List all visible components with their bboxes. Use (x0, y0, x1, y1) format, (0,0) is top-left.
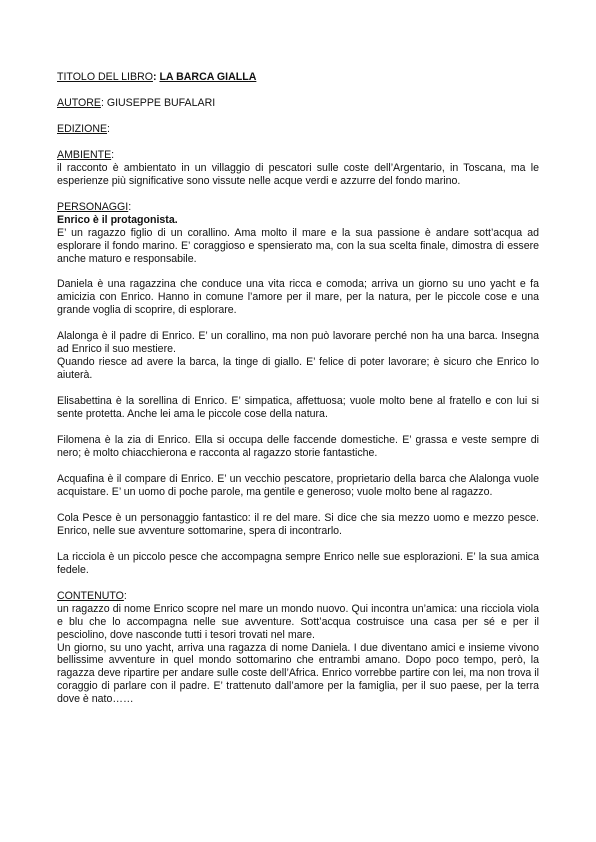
character-elisabettina: Elisabettina è la sorellina di Enrico. E’ simpatica, affettuosa; vuole molto bene al fratello e con lui si sente protetta. Anche lei ama le piccole cose della natura. (57, 395, 539, 421)
character-alalonga-cont: Quando riesce ad avere la barca, la tinge di giallo. E’ felice di poter lavorare; è sicuro che Enrico lo aiuterà. (57, 356, 539, 382)
character-daniela: Daniela è una ragazzina che conduce una vita ricca e comoda; arriva un giorno su uno yacht e fa amicizia con Enrico. Hanno in comune l’amore per il mare, per la natura, per le piccole cose e una grande voglia di scoprire, di esplorare. (57, 278, 539, 317)
ambiente-heading: AMBIENTE (57, 148, 112, 161)
book-title: LA BARCA GIALLA (159, 71, 257, 83)
protagonist-line: Enrico è il protagonista. (57, 213, 178, 226)
character-colapesce: Cola Pesce è un personaggio fantastico: il re del mare. Si dice che sia mezzo uomo e mezzo pesce. Enrico, nelle sue avventure sottomarine, spera di incontrarlo. (57, 511, 539, 537)
title-line (57, 71, 539, 84)
personaggi-colon: : (128, 200, 132, 213)
personaggi-heading-line (57, 201, 539, 214)
title-label: TITOLO DEL LIBRO (57, 71, 153, 83)
contenuto-colon: : (123, 589, 127, 602)
personaggi-heading: PERSONAGGI (57, 200, 129, 213)
character-acquafina: Acquafina è il compare di Enrico. E’ un vecchio pescatore, proprietario della barca che Alalonga vuole acquistare. E’ un uomo di poche parole, ma gentile e generoso; vuole molto bene al ragazzo. (57, 472, 539, 498)
contenuto-heading-line (57, 590, 539, 603)
author-line (57, 97, 539, 110)
character-alalonga: Alalonga è il padre di Enrico. E’ un corallino, ma non può lavorare perché non ha una barca. Insegna ad Enrico il suo mestiere. (57, 330, 539, 356)
ambiente-colon: : (111, 148, 115, 161)
character-filomena: Filomena è la zia di Enrico. Ella si occupa delle faccende domestiche. E’ grassa e veste sempre di nero; è molto chiacchierona e racconta al ragazzo storie fantastiche. (57, 434, 539, 460)
ambiente-heading-line (57, 149, 539, 162)
ambiente-text: il racconto è ambientato in un villaggio di pescatori sulle coste dell’Argentario, in Toscana, ma le esperienze più significative sono vissute nelle acque verdi e azzurre del fondo marino. (57, 161, 539, 187)
edition-label: EDIZIONE (57, 122, 108, 135)
contenuto-heading: CONTENUTO (57, 589, 124, 602)
author-label: AUTORE (57, 96, 101, 109)
document-page (57, 71, 539, 706)
edition-value: : (107, 122, 110, 135)
contenuto-paragraph-1: un ragazzo di nome Enrico scopre nel mare un mondo nuovo. Qui incontra un’amica: una ricciola viola e blu che lo accompagna nelle sue avventure. Sott’acqua costruisce una casa per sé e per il pesciolino, dove nasconde tutti i tesori trovati nel mare. (57, 602, 539, 641)
title-separator: : (152, 71, 160, 83)
contenuto-paragraph-2: Un giorno, su uno yacht, arriva una ragazza di nome Daniela. I due diventano amici e insieme vivono bellissime avventure in quel mondo sottomarino che entrambi amano. Dopo poco tempo, però, la ragazza deve ripartire per andare sulle coste dell’Africa. Enrico vorrebbe partire con lei, ma non trova il coraggio di parlare con il padre. E’ trattenuto dall’amore per la famiglia, per il suo paese, per la terra dove è nato…… (57, 641, 539, 706)
author-value: : GIUSEPPE BUFALARI (100, 96, 216, 109)
edition-line (57, 123, 539, 136)
character-enrico: E’ un ragazzo figlio di un corallino. Ama molto il mare e la sua passione è andare sott’acqua ad esplorare il fondo marino. E’ coraggioso e spensierato ma, con la sua scelta finale, dimostra di essere anche maturo e responsabile. (57, 226, 539, 265)
character-ricciola: La ricciola è un piccolo pesce che accompagna sempre Enrico nelle sue esplorazioni. E’ la sua amica fedele. (57, 550, 539, 576)
